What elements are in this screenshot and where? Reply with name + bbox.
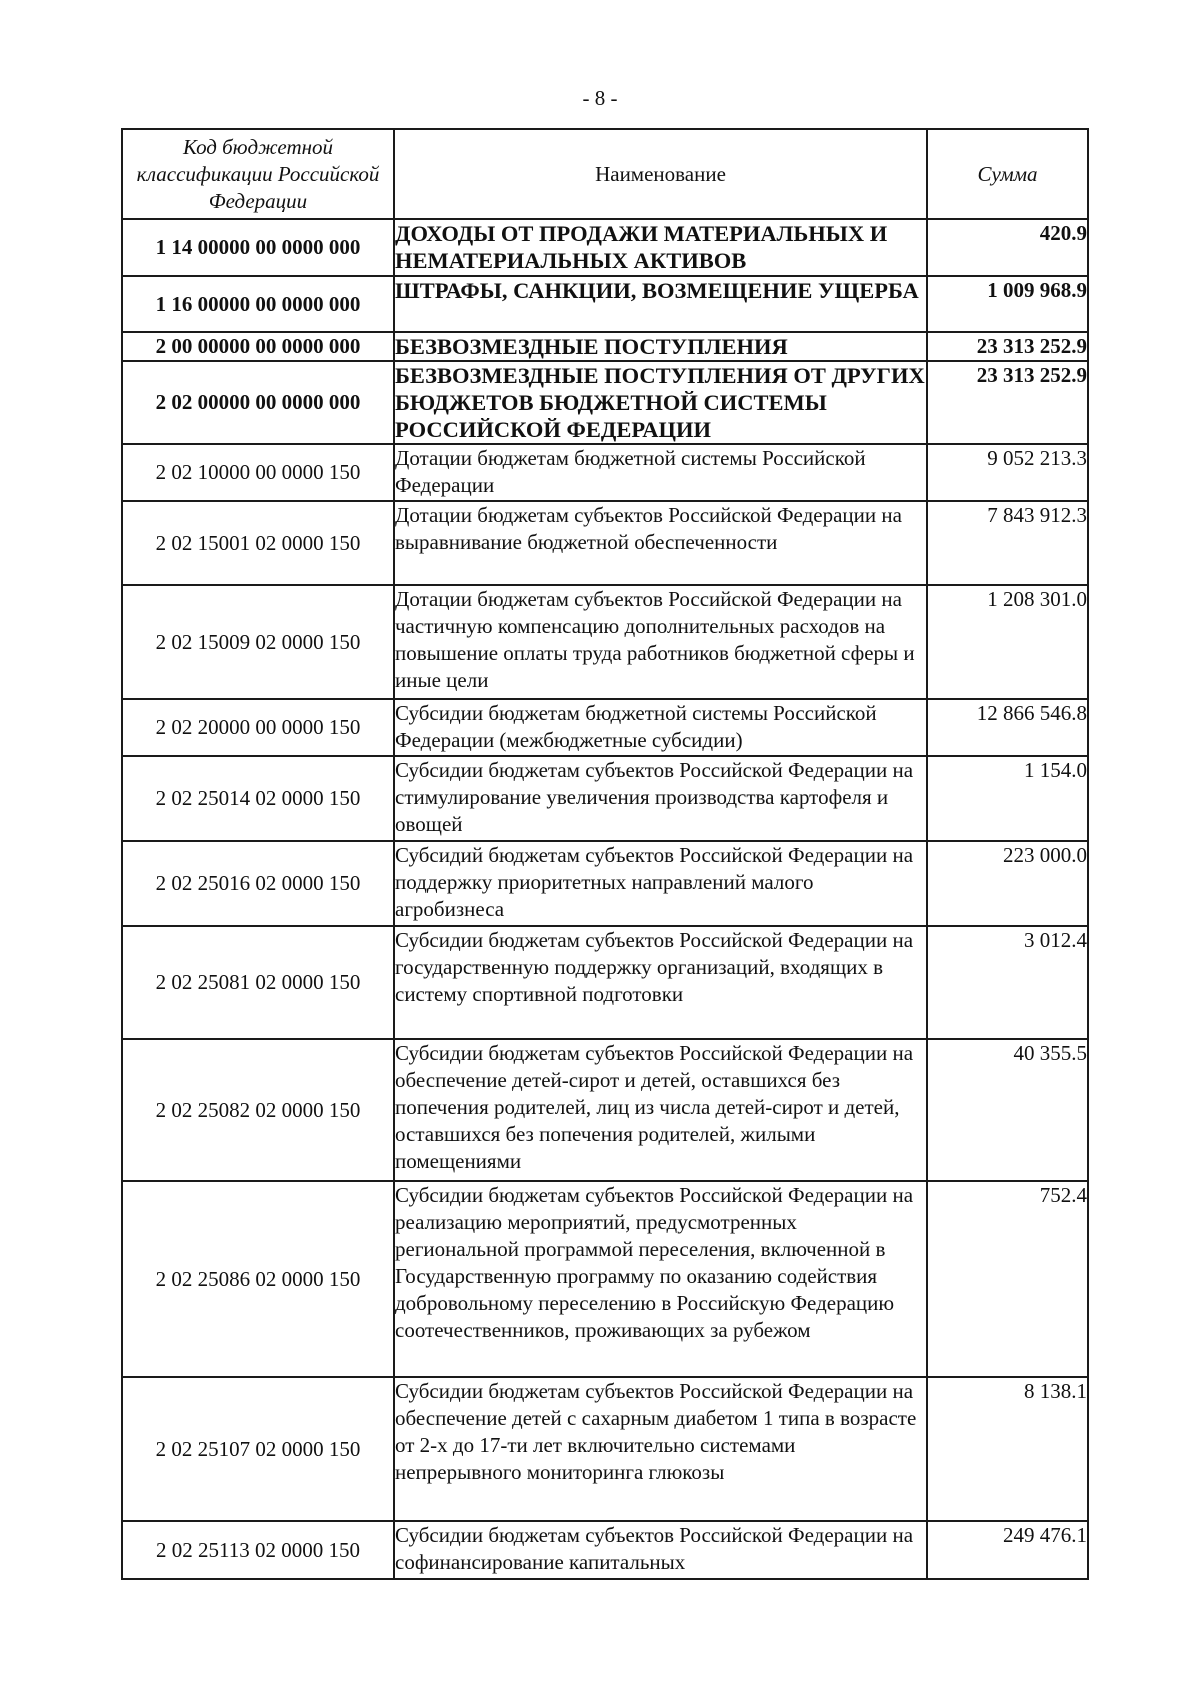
- page-number: - 8 -: [582, 86, 618, 110]
- table-body: [122, 219, 1088, 1579]
- table-row: [122, 585, 1088, 699]
- row-sum: 223 000.0: [927, 841, 1088, 926]
- row-sum: 7 843 912.3: [927, 501, 1088, 585]
- row-code: 2 02 25086 02 0000 150: [122, 1181, 394, 1377]
- row-sum: 40 355.5: [927, 1039, 1088, 1181]
- table-row: [122, 1521, 1088, 1579]
- table-row: [122, 699, 1088, 756]
- table-row: [122, 926, 1088, 1039]
- header-sum: Сумма: [927, 129, 1088, 219]
- row-sum: 420.9: [927, 219, 1088, 276]
- row-code: 2 02 15001 02 0000 150: [122, 501, 394, 585]
- row-name: Дотации бюджетам субъектов Российской Федерации на выравнивание бюджетной обеспеченности: [394, 501, 927, 585]
- table-row: [122, 332, 1088, 361]
- row-code: 2 02 25081 02 0000 150: [122, 926, 394, 1039]
- table-row: [122, 1039, 1088, 1181]
- row-code: 1 14 00000 00 0000 000: [122, 219, 394, 276]
- table-row: [122, 444, 1088, 501]
- row-sum: 23 313 252.9: [927, 361, 1088, 444]
- table-row: [122, 1181, 1088, 1377]
- row-code: 2 02 25113 02 0000 150: [122, 1521, 394, 1579]
- row-name: ДОХОДЫ ОТ ПРОДАЖИ МАТЕРИАЛЬНЫХ И НЕМАТЕРИАЛЬНЫХ АКТИВОВ: [394, 219, 927, 276]
- row-name: ШТРАФЫ, САНКЦИИ, ВОЗМЕЩЕНИЕ УЩЕРБА: [394, 276, 927, 332]
- row-name: Субсидии бюджетам субъектов Российской Федерации на обеспечение детей с сахарным диабетом 1 типа в возрасте от 2-х до 17-ти лет включительно системами непрерывного мониторинга глюкозы: [394, 1377, 927, 1521]
- row-code: 2 02 25082 02 0000 150: [122, 1039, 394, 1181]
- row-sum: 1 208 301.0: [927, 585, 1088, 699]
- row-code: 2 02 00000 00 0000 000: [122, 361, 394, 444]
- row-name: Субсидии бюджетам субъектов Российской Федерации на реализацию мероприятий, предусмотренных региональной программой переселения, включенной в Государственную программу по оказанию содействия добровольному переселению в Российскую Федерацию соотечественников, проживающих за рубежом: [394, 1181, 927, 1377]
- row-sum: 3 012.4: [927, 926, 1088, 1039]
- row-sum: 1 154.0: [927, 756, 1088, 841]
- row-sum: 1 009 968.9: [927, 276, 1088, 332]
- row-sum: 23 313 252.9: [927, 332, 1088, 361]
- row-sum: 752.4: [927, 1181, 1088, 1377]
- row-code: 2 02 10000 00 0000 150: [122, 444, 394, 501]
- row-name: Субсидии бюджетам субъектов Российской Федерации на государственную поддержку организаций, входящих в систему спортивной подготовки: [394, 926, 927, 1039]
- header-name: Наименование: [394, 129, 927, 219]
- row-name: Субсидии бюджетам субъектов Российской Федерации на обеспечение детей-сирот и детей, оставшихся без попечения родителей, лиц из числа детей-сирот и детей, оставшихся без попечения родителей, жилыми помещениями: [394, 1039, 927, 1181]
- row-name: Дотации бюджетам бюджетной системы Российской Федерации: [394, 444, 927, 501]
- table-header-row: [122, 129, 1088, 219]
- row-sum: 9 052 213.3: [927, 444, 1088, 501]
- row-name: Субсидий бюджетам субъектов Российской Федерации на поддержку приоритетных направлений малого агробизнеса: [394, 841, 927, 926]
- row-code: 2 00 00000 00 0000 000: [122, 332, 394, 361]
- row-code: 2 02 25014 02 0000 150: [122, 756, 394, 841]
- row-code: 2 02 25107 02 0000 150: [122, 1377, 394, 1521]
- table-row: [122, 361, 1088, 444]
- row-sum: 249 476.1: [927, 1521, 1088, 1579]
- row-sum: 12 866 546.8: [927, 699, 1088, 756]
- row-name: Субсидии бюджетам субъектов Российской Федерации на стимулирование увеличения производства картофеля и овощей: [394, 756, 927, 841]
- table-row: [122, 276, 1088, 332]
- row-name: БЕЗВОЗМЕЗДНЫЕ ПОСТУПЛЕНИЯ ОТ ДРУГИХ БЮДЖЕТОВ БЮДЖЕТНОЙ СИСТЕМЫ РОССИЙСКОЙ ФЕДЕРАЦИИ: [394, 361, 927, 444]
- table-row: [122, 756, 1088, 841]
- row-code: 2 02 15009 02 0000 150: [122, 585, 394, 699]
- row-name: Субсидии бюджетам субъектов Российской Федерации на софинансирование капитальных: [394, 1521, 927, 1579]
- table-row: [122, 501, 1088, 585]
- row-name: Субсидии бюджетам бюджетной системы Российской Федерации (межбюджетные субсидии): [394, 699, 927, 756]
- row-name: Дотации бюджетам субъектов Российской Федерации на частичную компенсацию дополнительных расходов на повышение оплаты труда работников бюджетной сферы и иные цели: [394, 585, 927, 699]
- budget-table: [121, 128, 1089, 1580]
- row-code: 1 16 00000 00 0000 000: [122, 276, 394, 332]
- row-sum: 8 138.1: [927, 1377, 1088, 1521]
- header-code: Код бюджетной классификации Российской Федерации: [122, 129, 394, 219]
- row-code: 2 02 25016 02 0000 150: [122, 841, 394, 926]
- table-row: [122, 219, 1088, 276]
- table-row: [122, 1377, 1088, 1521]
- row-code: 2 02 20000 00 0000 150: [122, 699, 394, 756]
- table-row: [122, 841, 1088, 926]
- row-name: БЕЗВОЗМЕЗДНЫЕ ПОСТУПЛЕНИЯ: [394, 332, 927, 361]
